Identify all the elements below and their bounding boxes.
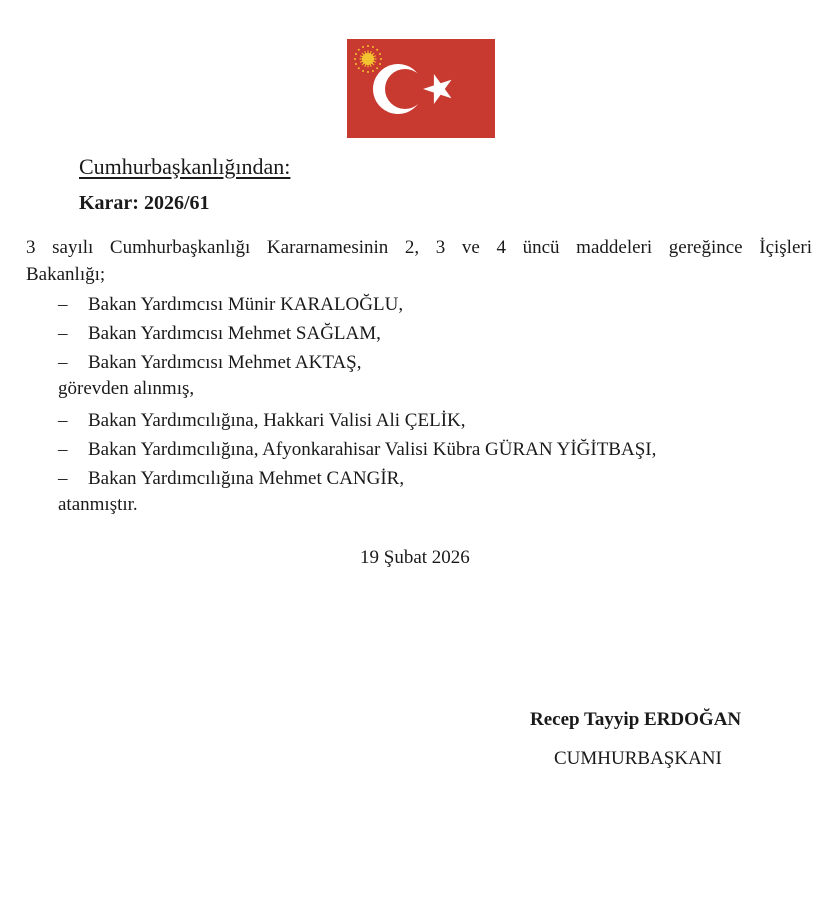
list-item <box>58 464 656 493</box>
intro-paragraph <box>26 234 812 288</box>
emblem-star <box>380 58 382 60</box>
appointed-list <box>58 406 656 493</box>
dash: – <box>58 468 68 489</box>
intro-line-1: 3 sayılı Cumhurbaşkanlığı Kararnamesinin 2, 3 ve 4 üncü maddeleri gereğince İçişleri <box>26 237 812 258</box>
emblem-star <box>379 63 381 65</box>
list-item-text: Bakan Yardımcılığına, Afyonkarahisar Valisi Kübra GÜRAN YİĞİTBAŞI, <box>88 439 657 460</box>
emblem-star <box>358 49 360 51</box>
list-item-text: Bakan Yardımcısı Mehmet AKTAŞ, <box>88 352 362 373</box>
turkish-presidential-flag-icon <box>347 39 495 138</box>
document-date: 19 Şubat 2026 <box>360 547 470 568</box>
emblem-star <box>354 58 356 60</box>
list-item <box>58 435 656 464</box>
emblem-star <box>376 67 378 69</box>
list-item-text: Bakan Yardımcılığına, Hakkari Valisi Ali ÇELİK, <box>88 410 466 431</box>
list-item-text: Bakan Yardımcısı Mehmet SAĞLAM, <box>88 323 381 344</box>
emblem-star <box>355 63 357 65</box>
dash: – <box>58 294 68 315</box>
dash: – <box>58 410 68 431</box>
list-item-text: Bakan Yardımcısı Münir KARALOĞLU, <box>88 294 404 315</box>
dash: – <box>58 352 68 373</box>
list-item <box>58 290 403 319</box>
list-item-text: Bakan Yardımcılığına Mehmet CANGİR, <box>88 468 405 489</box>
emblem-star <box>379 53 381 55</box>
emblem-star <box>372 70 374 72</box>
signatory-name: Recep Tayyip ERDOĞAN <box>530 709 742 730</box>
dash: – <box>58 323 68 344</box>
emblem-star <box>355 53 357 55</box>
emblem-star <box>376 49 378 51</box>
list-item <box>58 319 403 348</box>
list-item <box>58 348 403 377</box>
intro-line-2: Bakanlığı; <box>26 264 106 285</box>
list-item <box>58 406 656 435</box>
issuer-heading: Cumhurbaşkanlığından: <box>79 154 291 179</box>
signatory-title: CUMHURBAŞKANI <box>554 748 722 769</box>
appointed-suffix: atanmıştır. <box>58 494 138 515</box>
emblem-star <box>367 45 369 47</box>
emblem-star <box>367 71 369 73</box>
removed-suffix: görevden alınmış, <box>58 378 195 399</box>
emblem-star <box>362 70 364 72</box>
emblem-star <box>362 46 364 48</box>
emblem-star <box>372 46 374 48</box>
dash: – <box>58 439 68 460</box>
removed-list <box>58 290 403 377</box>
decision-number: Karar: 2026/61 <box>79 192 210 214</box>
emblem-star <box>358 67 360 69</box>
